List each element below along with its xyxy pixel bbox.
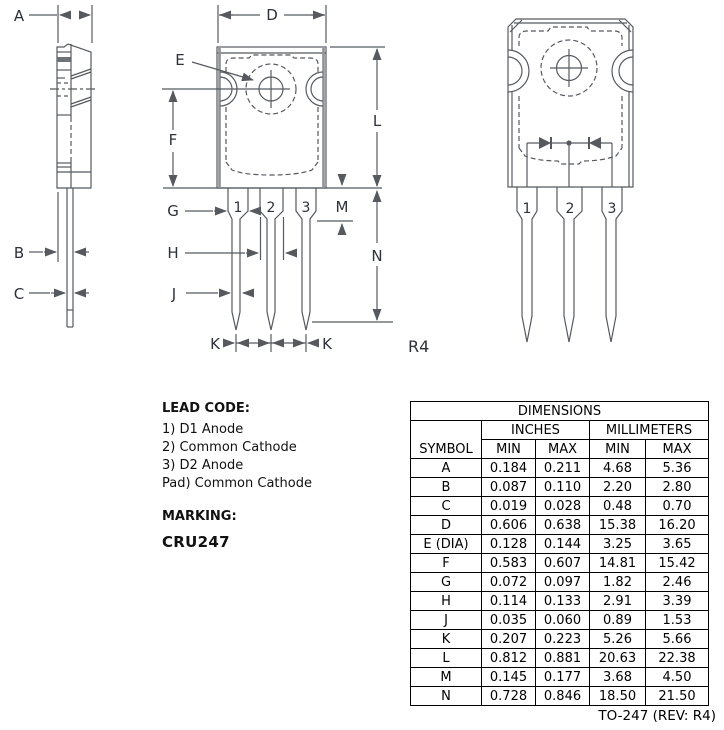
dim-row-k [411, 630, 709, 649]
cell-mm-min: 0.89 [590, 611, 646, 630]
cell-symbol: M [411, 668, 482, 687]
cell-in-max: 0.223 [536, 630, 590, 649]
dim-row-h [411, 592, 709, 611]
cell-in-min: 0.072 [482, 573, 536, 592]
cell-mm-min: 20.63 [590, 649, 646, 668]
cell-in-max: 0.607 [536, 554, 590, 573]
pin-label-back-1: 1 [522, 201, 532, 217]
dim-label-j: J [171, 285, 177, 303]
dim-label-d: D [266, 6, 278, 24]
dim-row-f [411, 554, 709, 573]
cell-mm-min: 3.25 [590, 535, 646, 554]
pin-label-front-3: 3 [301, 200, 311, 216]
cell-mm-max: 3.65 [646, 535, 709, 554]
cell-in-max: 0.881 [536, 649, 590, 668]
cell-in-max: 0.638 [536, 516, 590, 535]
cell-in-max: 0.177 [536, 668, 590, 687]
cell-in-max: 0.060 [536, 611, 590, 630]
cell-in-max: 0.211 [536, 459, 590, 478]
mm-max-header: MAX [646, 440, 709, 459]
lead-code-line: Pad) Common Cathode [162, 476, 312, 491]
dim-label-e: E [175, 51, 185, 69]
back-view [508, 19, 633, 342]
cell-in-min: 0.606 [482, 516, 536, 535]
dim-label-l: L [372, 112, 382, 130]
cell-in-min: 0.184 [482, 459, 536, 478]
unit-header-row [411, 421, 709, 440]
side-view [29, 5, 98, 327]
cell-symbol: H [411, 592, 482, 611]
symbol-header: SYMBOL [411, 421, 482, 459]
cell-mm-max: 5.66 [646, 630, 709, 649]
dim-label-k-left: K [210, 335, 220, 353]
mounting-hole [246, 64, 296, 114]
diode-d2-icon [589, 137, 601, 149]
table-title: DIMENSIONS [411, 402, 709, 421]
lead-code-title: LEAD CODE: [162, 401, 251, 416]
package-rev-footer: TO-247 (REV: R4) [598, 708, 716, 724]
dim-label-c: C [13, 285, 25, 303]
diode-d1-icon [539, 137, 551, 149]
dim-row-n [411, 687, 709, 706]
cell-mm-max: 2.46 [646, 573, 709, 592]
cell-mm-max: 21.50 [646, 687, 709, 706]
cell-mm-max: 16.20 [646, 516, 709, 535]
marking-value: CRU247 [162, 533, 230, 551]
dim-label-m: M [335, 198, 349, 216]
cell-mm-min: 4.68 [590, 459, 646, 478]
cell-mm-max: 5.36 [646, 459, 709, 478]
cell-mm-min: 1.82 [590, 573, 646, 592]
cell-in-min: 0.114 [482, 592, 536, 611]
in-min-header: MIN [482, 440, 536, 459]
cell-in-min: 0.128 [482, 535, 536, 554]
cell-mm-max: 15.42 [646, 554, 709, 573]
dim-row-l [411, 649, 709, 668]
cell-symbol: E (DIA) [411, 535, 482, 554]
lead-code-line: 3) D2 Anode [162, 458, 244, 473]
dim-row-g [411, 573, 709, 592]
dim-row-m [411, 668, 709, 687]
dim-row-a [411, 459, 709, 478]
dim-row-e [411, 535, 709, 554]
cell-mm-max: 22.38 [646, 649, 709, 668]
cell-mm-min: 15.38 [590, 516, 646, 535]
cell-in-max: 0.133 [536, 592, 590, 611]
cell-symbol: A [411, 459, 482, 478]
dim-label-n: N [371, 247, 383, 265]
dim-row-j [411, 611, 709, 630]
cell-in-min: 0.583 [482, 554, 536, 573]
cell-mm-max: 4.50 [646, 668, 709, 687]
cell-symbol: B [411, 478, 482, 497]
front-view [162, 5, 393, 352]
table-title-row [411, 402, 709, 421]
dim-label-b: B [13, 244, 25, 262]
pin-label-front-1: 1 [233, 200, 243, 216]
cell-in-min: 0.728 [482, 687, 536, 706]
cell-mm-min: 18.50 [590, 687, 646, 706]
lead-code-block [162, 401, 402, 551]
cell-in-min: 0.087 [482, 478, 536, 497]
millimeters-header: MILLIMETERS [590, 421, 709, 440]
cell-symbol: J [411, 611, 482, 630]
dim-row-c [411, 497, 709, 516]
cell-mm-min: 2.20 [590, 478, 646, 497]
cell-mm-min: 2.91 [590, 592, 646, 611]
cell-mm-min: 0.48 [590, 497, 646, 516]
cell-mm-max: 1.53 [646, 611, 709, 630]
lead-code-line: 1) D1 Anode [162, 422, 244, 437]
cell-symbol: G [411, 573, 482, 592]
dimensions-table [410, 401, 709, 706]
dim-label-k-right: K [322, 335, 332, 353]
dim-row-b [411, 478, 709, 497]
cell-symbol: D [411, 516, 482, 535]
dim-label-h: H [167, 244, 179, 262]
pin-label-back-3: 3 [607, 201, 617, 217]
dim-row-d [411, 516, 709, 535]
cell-in-min: 0.019 [482, 497, 536, 516]
cell-mm-min: 5.26 [590, 630, 646, 649]
in-max-header: MAX [536, 440, 590, 459]
marking-title: MARKING: [162, 509, 237, 524]
rev-label: R4 [408, 337, 430, 356]
cell-symbol: N [411, 687, 482, 706]
pin-label-front-2: 2 [266, 200, 276, 216]
inches-header: INCHES [482, 421, 590, 440]
cell-in-max: 0.028 [536, 497, 590, 516]
cell-mm-max: 0.70 [646, 497, 709, 516]
cell-mm-max: 2.80 [646, 478, 709, 497]
dim-label-a: A [13, 7, 25, 25]
pin-label-back-2: 2 [565, 201, 575, 217]
cell-mm-min: 14.81 [590, 554, 646, 573]
cell-symbol: L [411, 649, 482, 668]
dim-label-f: F [168, 131, 178, 149]
cell-in-max: 0.110 [536, 478, 590, 497]
cell-in-min: 0.812 [482, 649, 536, 668]
cell-symbol: C [411, 497, 482, 516]
cell-in-max: 0.144 [536, 535, 590, 554]
cell-in-min: 0.207 [482, 630, 536, 649]
mm-min-header: MIN [590, 440, 646, 459]
internal-diode-schematic [527, 137, 612, 187]
cell-symbol: K [411, 630, 482, 649]
cell-in-min: 0.035 [482, 611, 536, 630]
cell-in-max: 0.097 [536, 573, 590, 592]
cell-in-max: 0.846 [536, 687, 590, 706]
cell-mm-min: 3.68 [590, 668, 646, 687]
dim-label-g: G [167, 202, 179, 220]
cell-in-min: 0.145 [482, 668, 536, 687]
cell-symbol: F [411, 554, 482, 573]
cell-mm-max: 3.39 [646, 592, 709, 611]
mounting-hole-back [541, 40, 597, 96]
lead-code-line: 2) Common Cathode [162, 440, 297, 455]
